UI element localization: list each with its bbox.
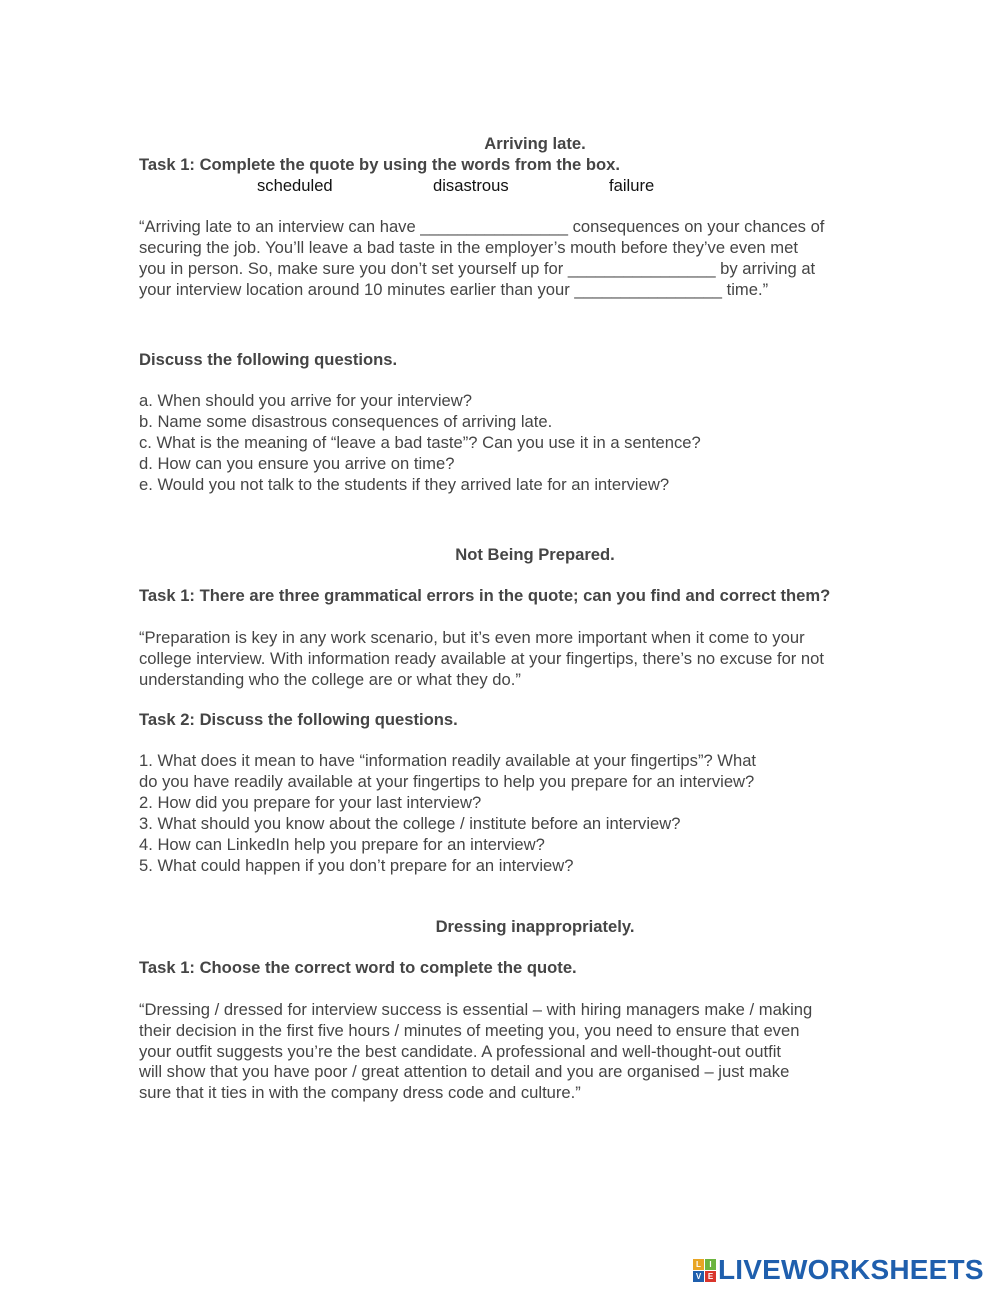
quote-line: “Arriving late to an interview can have ________________ consequences on your chances of (139, 217, 825, 236)
quote-line: will show that you have poor / great attention to detail and you are organised – just make (139, 1062, 790, 1081)
question-item: 1. What does it mean to have “information readily available at your fingertips”? What (139, 751, 757, 770)
question-item: a. When should you arrive for your interview? (139, 391, 472, 410)
word-box-item: failure (609, 176, 655, 195)
quote-line: their decision in the first five hours / minutes of meeting you, you need to ensure that even (139, 1021, 800, 1040)
quote-line: understanding who the college are or what they do.” (139, 670, 521, 689)
task1-heading: Task 1: Complete the quote by using the words from the box. (139, 155, 620, 174)
question-item: e. Would you not talk to the students if they arrived late for an interview? (139, 475, 670, 494)
quote-line: securing the job. You’ll leave a bad taste in the employer’s mouth before they’ve even met (139, 238, 798, 257)
word-box-item: disastrous (433, 176, 509, 195)
liveworksheets-logo (693, 1254, 984, 1286)
logo-mark-tile: E (705, 1271, 716, 1282)
question-item: c. What is the meaning of “leave a bad taste”? Can you use it in a sentence? (139, 433, 701, 452)
word-box-item: scheduled (257, 176, 333, 195)
logo-mark-icon (693, 1259, 716, 1282)
section-title-not-being-prepared: Not Being Prepared. (455, 545, 615, 564)
question-item: d. How can you ensure you arrive on time? (139, 454, 455, 473)
quote-line: “Preparation is key in any work scenario, but it’s even more important when it come to your (139, 628, 805, 647)
logo-text: LIVEWORKSHEETS (718, 1254, 984, 1285)
logo-mark-tile: V (693, 1271, 704, 1282)
quote-line: college interview. With information ready available at your fingertips, there’s no excuse for not (139, 649, 825, 668)
task1-heading: Task 1: There are three grammatical errors in the quote; can you find and correct them? (139, 586, 831, 605)
logo-mark-tile: I (705, 1259, 716, 1270)
task2-heading: Task 2: Discuss the following questions. (139, 710, 458, 729)
question-item: 3. What should you know about the college / institute before an interview? (139, 814, 681, 833)
question-item: 2. How did you prepare for your last interview? (139, 793, 482, 812)
task1-heading: Task 1: Choose the correct word to complete the quote. (139, 958, 577, 977)
section-title-dressing-inappropriately: Dressing inappropriately. (435, 917, 635, 936)
quote-line: you in person. So, make sure you don’t set yourself up for ________________ by arriving at (139, 259, 816, 278)
quote-line: your interview location around 10 minutes earlier than your ________________ time.” (139, 280, 769, 299)
question-item: 5. What could happen if you don’t prepare for an interview? (139, 856, 574, 875)
quote-line: your outfit suggests you’re the best candidate. A professional and well-thought-out outfit (139, 1042, 782, 1061)
question-item: b. Name some disastrous consequences of arriving late. (139, 412, 553, 431)
question-item: do you have readily available at your fingertips to help you prepare for an interview? (139, 772, 755, 791)
logo-mark-tile: L (693, 1259, 704, 1270)
section-title-arriving-late: Arriving late. (484, 134, 586, 153)
quote-line: sure that it ties in with the company dress code and culture.” (139, 1083, 581, 1102)
question-item: 4. How can LinkedIn help you prepare for an interview? (139, 835, 545, 854)
quote-line: “Dressing / dressed for interview success is essential – with hiring managers make / making (139, 1000, 813, 1019)
discuss-heading: Discuss the following questions. (139, 350, 398, 369)
